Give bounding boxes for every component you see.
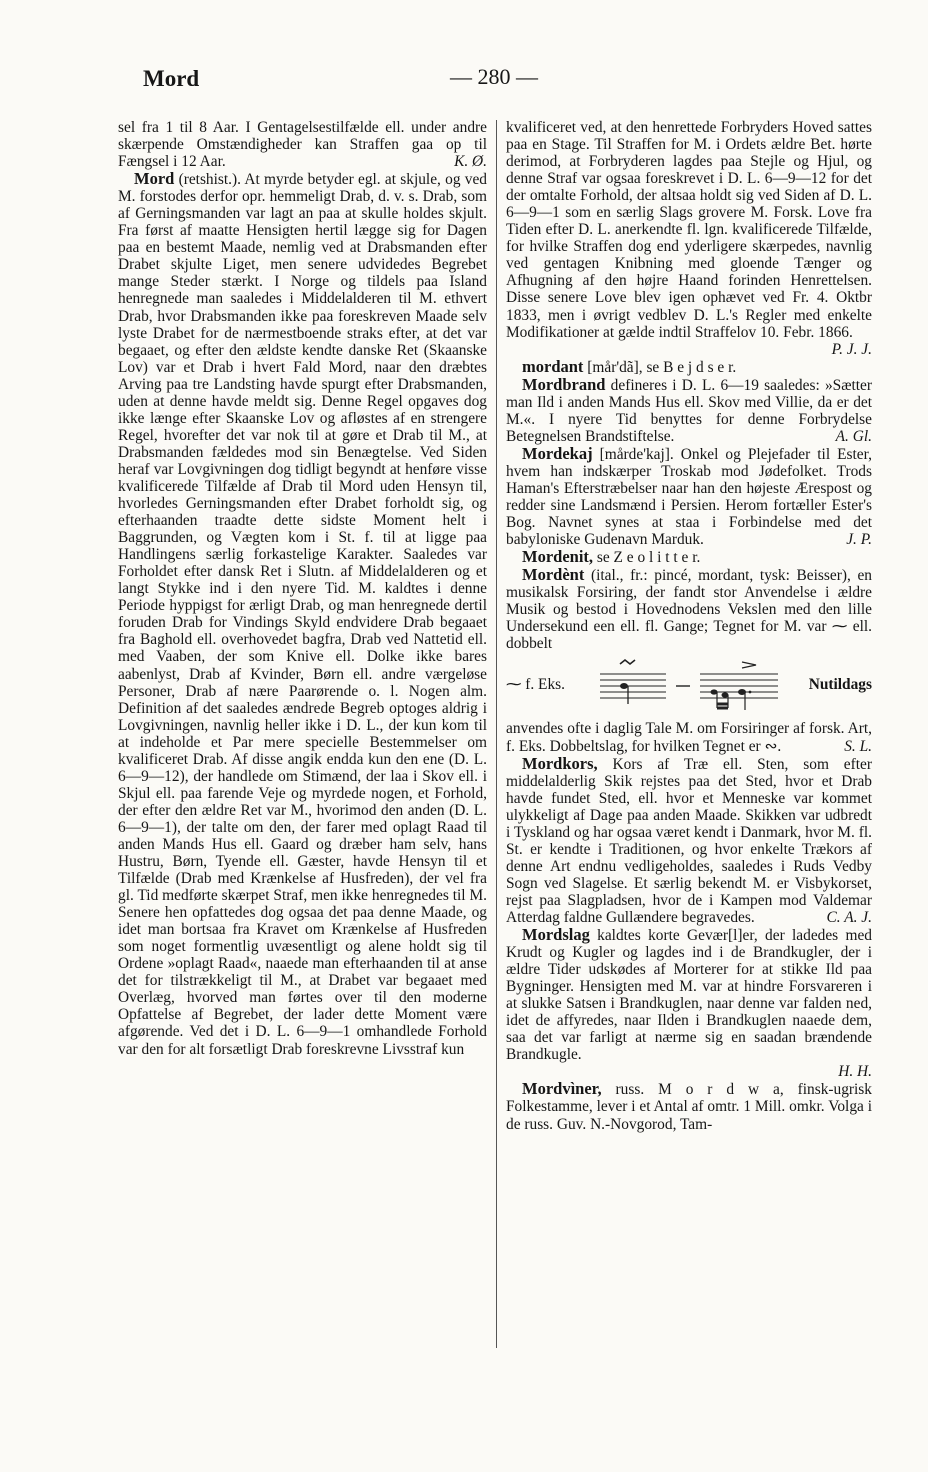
mordent-sign — [620, 660, 635, 664]
dictionary-entry — [506, 1080, 872, 1132]
page-number: — 280 — — [450, 64, 538, 89]
entry-text: [mårde'kaj]. Onkel og Plejefader til Ester, hvem han indskærper Troskab mod Jødefolket. Trods Haman's Efterstræbelser naar han den højeste Ærespost og redder sine Landsmænd i Persien. Herom fortæller Ester's Bog. Navnet synes at staa i Forbindelse med det babyloniske Gudenavn Marduk. — [506, 445, 872, 549]
entry-text: kvalificeret ved, at den henrettede Forbryders Hoved sattes paa en Stage. Til Straffen for M. i Ordets ældre Bet. hørte derimod, at Forbryderen lagdes paa Stejle og Hjul, og denne Straf var ogsaa foreskrevet i D. L. 6—9—12 for det der omtalte Forhold, der altsaa holdt sig ved Siden af D. L. 6—9—1 som en særlig Slags grovere M. Forsk. Love fra Tiden efter D. L. anerkendte fl. lgn. kvalificerede Tilfælde, for hvilke Straffen dog end yderligere skærpedes, navnlig ved gentagen Knibning med gloende Tænger og Afhugning af den højre Haand forinden Henrettelsen. Disse senere Love blev igen ophævet ved Fr. 4. Oktbr 1833, men i øvrigt vedblev D. L.'s Regler med enkelte Modifikationer at gælde indtil Straffelov 10. Febr. 1866. — [506, 119, 872, 341]
entry-headword: Mordenit, — [522, 547, 594, 567]
dictionary-entry — [506, 445, 872, 548]
author-signature: C. A. J. — [826, 908, 872, 926]
entry-text: (ital., fr.: pincé, mordant, tysk: Beisser), en musikalsk Forsiring, der fandt stor Anvendelse i ældre Musik og bestod i Hovednodens Vekslen med den lille Undersekund een ell. fl. Gange; Tegnet for M. var ⁓ ell. dobbelt — [506, 567, 872, 653]
entry-text: anvendes ofte i daglig Tale M. om Forsiringer af forsk. Art, f. Eks. Dobbeltslag, for hvilken Tegnet er ∾. — [506, 720, 872, 755]
entry-headword: Mordkors, — [522, 753, 598, 773]
entry-headword: Mordènt — [522, 565, 585, 585]
dictionary-entry — [506, 755, 872, 926]
right-column — [506, 119, 872, 1133]
entry-text: defineres i D. L. 6—19 saaledes: »Sætter man Ild i anden Mands Hus ell. Skov med Villie, da er det M.«. I nyere Tid benyttes for denne Forbrydelse Betegnelsen Brandstiftelse. — [506, 376, 872, 445]
author-signature: P. J. J. — [831, 340, 872, 358]
dictionary-entry — [506, 548, 872, 566]
entry-headword: Mord — [134, 169, 175, 189]
author-signature: J. P. — [846, 531, 872, 549]
dictionary-entry — [118, 170, 487, 1057]
entry-text: [mår'dã], se B e j d s e r. — [583, 358, 737, 376]
entry-text: russ. M o r d w a, finsk-ugrisk Folkestamme, lever i et Antal af omtr. 1 Mill. omkr. Volga i de russ. Guv. N.-Novgorod, Tam- — [506, 1081, 872, 1133]
dictionary-entry — [506, 376, 872, 445]
running-headword: Mord — [143, 66, 200, 91]
author-signature: A. Gl. — [835, 427, 872, 445]
entry-headword: Mordvìner, — [522, 1079, 602, 1099]
column-divider — [496, 120, 497, 1348]
music-example-continuation: Nutildags — [808, 676, 872, 694]
note-head — [620, 683, 628, 689]
author-signature: H. H. — [838, 1063, 872, 1081]
entry-text: kaldtes korte Gevær[l]er, der ladedes med Krudt og Kugler og lagdes ind i de Brandkugler, der i ældre Tider udskødes af Morterer for at stikke Ild paa Bygninger. Hensigten med M. var at hindre Forsvareren i at slukke Satsen i Brandkuglen, naar denne var falden ned, idet de affyredes, naar Ilden i Brandkuglen naaede dem, saa det var farligt at nærme sig en saadan brændende Brandkugle. — [506, 927, 872, 1064]
accent-sign — [742, 662, 756, 668]
author-signature: S. L. — [844, 737, 872, 755]
dot — [749, 691, 752, 694]
continued-text — [506, 119, 872, 358]
dictionary-entry — [506, 926, 872, 1080]
entry-headword: Mordekaj — [522, 443, 593, 463]
entry-headword: mordant — [522, 356, 584, 376]
music-example-label: ⁓ f. Eks. — [506, 676, 565, 694]
entry-headword: Mordslag — [522, 925, 590, 945]
entry-text: sel fra 1 til 8 Aar. I Gentagelsestilfælde ell. under andre skærpende Omstændigheder kan Straffen gaa op til Fængsel i 12 Aar. — [118, 119, 487, 171]
entry-text: se Z e o l i t t e r. — [593, 549, 701, 567]
music-example-notation — [594, 654, 784, 716]
left-column — [118, 119, 487, 1058]
dictionary-entry — [506, 358, 872, 376]
entry-headword: Mordbrand — [522, 374, 606, 394]
continued-text — [506, 720, 872, 754]
entry-text: Kors af Træ ell. Sten, som efter middelalderlig Skik rejstes paa det Sted, hvor et Drab havde fundet Sted, ell. hvor et Menneske var kommet ulykkeligt af Dage paa anden Maade. Skikken var udbredt i Tyskland og har ogsaa været kendt i Danmark, hvor M. fl. St. er kendte i Traditionen, og hvor enkelte Trækors af denne Art endnu vedligeholdes, saaledes i Ruds Vedby Sogn ved Slagelse. Et særlig bekendt M. er Visbykorset, rejst paa Slagpladsen, hvor de i Kampen mod Valdemar Atterdag faldne Gullændere begravedes. — [506, 755, 872, 926]
music-example — [506, 654, 872, 718]
entry-text: (retshist.). At myrde betyder egl. at skjule, og ved M. forstodes derfor opr. hemmeligt Drab, d. v. s. Drab, som af Gerningsmanden var lagt an paa at skulle holdes skjult. Fra først af maatte Hensigten hertil lægge sig for Dagen paa en bestemt Maade, nemlig ved at Drabsmanden efter Drabet skjulte Liget, men senere udvidedes Begrebet mange Steder stærkt. I Norge og tildels paa Island henregnede man saaledes i Middelalderen til M. ethvert Drab, hvor Drabsmanden ikke paa foreskreven Maade selv lyste Drabet for de nærmestboende straks efter, at det var begaaet, og efter den ældste kendte danske Ret (Skaanske Lov) var et Drab i hvert Fald Mord, naar den dræbtes Arving paa tre Landsting havde spurgt efter Drabsmanden, uden at denne havde meldt sig. Denne Regel opgaves dog ikke længe efter Skaanske Lov og afløstes af en strengere Regel, hvorefter det var nok til at gøre et Drab til M., at Drabsmanden fældedes mod sin Benægtelse. Ved Siden heraf var Lovgivningen dog tidligt begyndt at henføre visse kvalificerede Tilfælde af Drab til Mord uden Hensyn til, hvorledes Gerningsmanden efter Drabet forholdt sig, og efterhaanden traadte dette sidste Moment helt i Baggrunden, og Vægten kom i St. f. til at ligge paa Handlingens særlig forkastelige Karakter. Saaledes var Forholdet efter dansk Ret i Slutn. af Middelalderen og et langt Stykke ind i den nyere Tid. M. kaldtes i denne Periode hyppigst for ærligt Drab, og man henregnede dertil foruden Drab for Vindings Skyld endvidere Drab begaaet fra Baghold ell. overhovedet bagfra, Drab ved Nattetid ell. med Vaaben, der som Knive ell. Dolke ikke bares aabenlyst, Drab af Kvinder, Børn ell. andre værgeløse Personer, Drab af nære Paarørende o. l. Nogen alm. Definition af det saaledes ændrede Begreb optoges aldrig i Lovgivningen, navnlig heller ikke i D. L., der kun kom til at indeholde et Par mere specielle Bestemmelser om kvalificeret Drab. Af disse angik endda kun den ene (D. L. 6—9—12), der handlede om Stimænd, der laa i Skov ell. i Skjul ell. paa farende Veje og myrdede nogen, et Forhold, der efter den ældre Ret var M., hvorimod den anden (D. L. 6—9—1), der talte om den, der farer med oplagt Raad til anden Mands Hus ell. Gaard og dræber ham selv, hans Hustru, Børn, Tyende ell. Gæster, havde Hensyn til et Tilfælde (Drab med Krænkelse af Husfreden), der vel fra gl. Tid medførte skærpet Straf, men ikke henregnedes til M. Senere hen opfattedes dog ogsaa det paa denne Maade, og idet man bortsaa fra Kravet om Krænkelse af Husfreden som noget formentlig uvæsentligt og alene holdt sig til Ordene »oplagt Raad«, naaede man efterhaanden til at anse det for tilstrækkeligt til M., at Drabet var begaaet med Overlæg, hvorved man førtes over til den moderne Opfattelse af Begrebet, der lader dette Moment være afgørende. Ved det i D. L. 6—9—1 omhandlede Forhold var den for alt forsætligt Drab foreskrevne Livsstraf kun — [118, 171, 487, 1058]
author-signature: K. Ø. — [454, 153, 487, 171]
continued-text — [118, 119, 487, 170]
dictionary-entry — [506, 566, 872, 652]
